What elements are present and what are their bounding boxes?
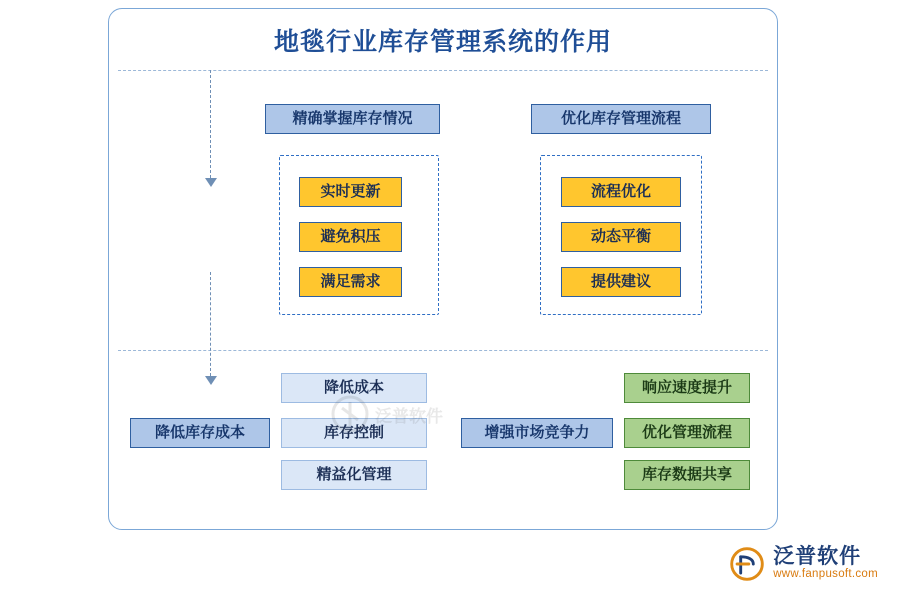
- group-header-reduce-cost[interactable]: 降低库存成本: [130, 418, 270, 448]
- item-top-left-1[interactable]: 实时更新: [299, 177, 402, 207]
- item-top-right-1[interactable]: 流程优化: [561, 177, 681, 207]
- logo-company-name: 泛普软件: [773, 545, 862, 569]
- item-top-left-2[interactable]: 避免积压: [299, 222, 402, 252]
- divider-top: [118, 70, 768, 71]
- item-bottom-left-1[interactable]: 降低成本: [281, 373, 427, 403]
- item-bottom-left-2[interactable]: 库存控制: [281, 418, 427, 448]
- item-bottom-right-3[interactable]: 库存数据共享: [624, 460, 750, 490]
- logo-text-block: [773, 545, 878, 582]
- connector-line-upper: [210, 70, 211, 178]
- item-bottom-right-1[interactable]: 响应速度提升: [624, 373, 750, 403]
- item-top-right-3[interactable]: 提供建议: [561, 267, 681, 297]
- connector-line-lower: [210, 272, 211, 376]
- connector-arrow-lower: [205, 376, 217, 385]
- brand-logo: [729, 545, 878, 582]
- item-top-right-2[interactable]: 动态平衡: [561, 222, 681, 252]
- item-bottom-right-2[interactable]: 优化管理流程: [624, 418, 750, 448]
- item-top-left-3[interactable]: 满足需求: [299, 267, 402, 297]
- group-header-precise-inventory[interactable]: 精确掌握库存情况: [265, 104, 440, 134]
- connector-arrow-upper: [205, 178, 217, 187]
- page-title: 地毯行业库存管理系统的作用: [273, 28, 612, 56]
- group-header-market-competitiveness[interactable]: 增强市场竞争力: [461, 418, 613, 448]
- logo-mark-icon: [729, 546, 765, 582]
- group-header-optimize-process[interactable]: 优化库存管理流程: [531, 104, 711, 134]
- item-bottom-left-3[interactable]: 精益化管理: [281, 460, 427, 490]
- logo-url: www.fanpusoft.com: [773, 568, 878, 581]
- divider-bottom: [118, 350, 768, 351]
